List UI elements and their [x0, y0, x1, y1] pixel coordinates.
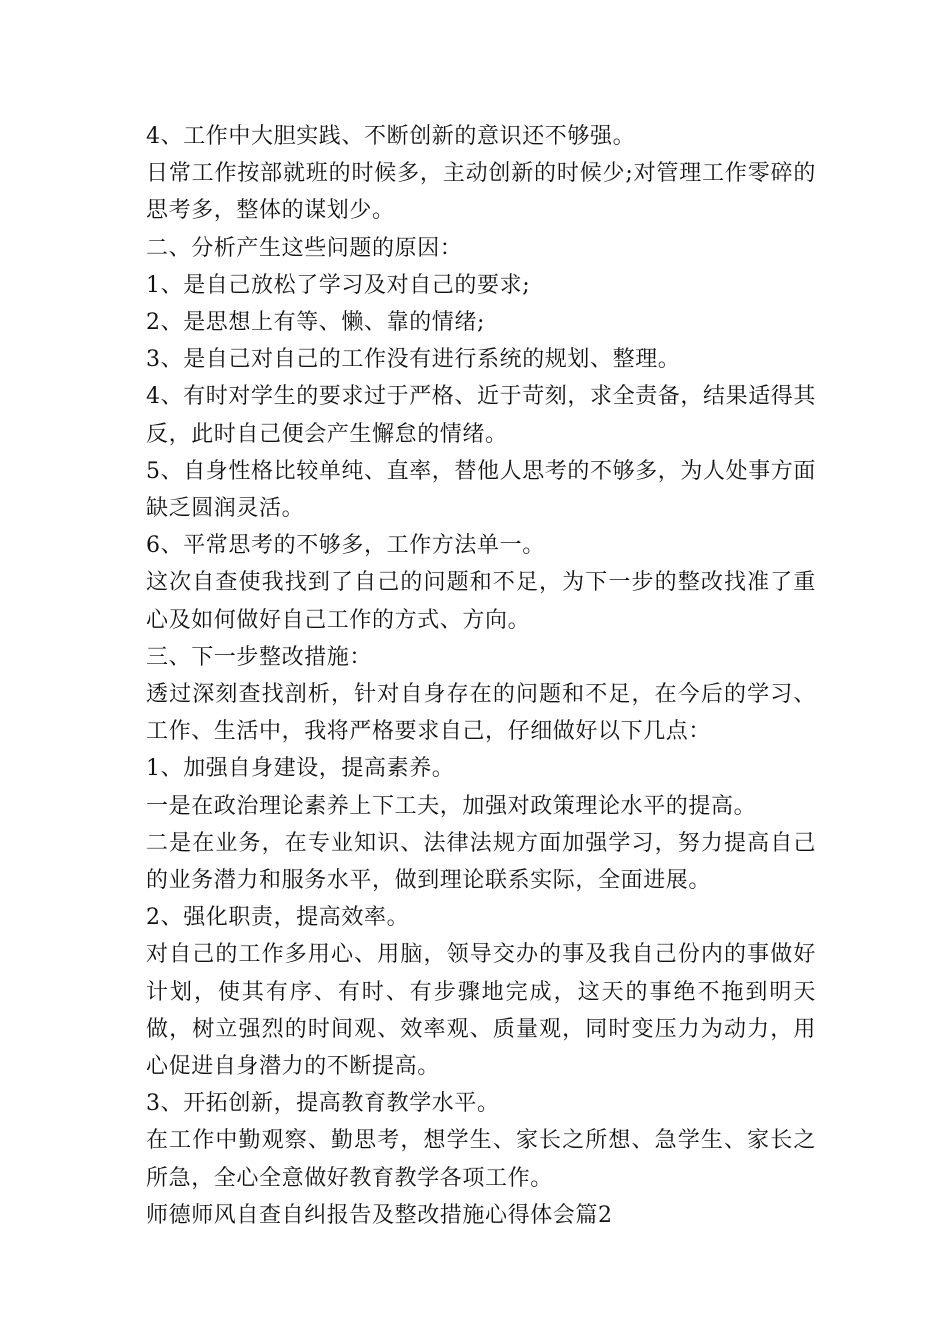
list-item: 2、是思想上有等、懒、靠的情绪; — [146, 310, 486, 336]
document-title: 师德师风自查自纠报告及整改措施心得体会篇2 — [146, 1202, 613, 1228]
list-item: 1、是自己放松了学习及对自己的要求; — [146, 272, 531, 298]
paragraph: 在工作中勤观察、勤思考，想学生、家长之所想、急学生、家长之所急，全心全意做好教育教学各项工作。 — [146, 1128, 816, 1191]
paragraph: 二是在业务，在专业知识、法律法规方面加强学习，努力提高自己的业务潜力和服务水平，做到理论联系实际，全面进展。 — [146, 830, 816, 894]
paragraph: 透过深刻查找剖析，针对自身存在的问题和不足，在今后的学习、工作、生活中，我将严格要求自己，仔细做好以下几点： — [146, 682, 816, 745]
document-body — [146, 118, 816, 1234]
list-item: 1、加强自身建设，提高素养。 — [146, 756, 455, 782]
paragraph: 这次自查使我找到了自己的问题和不足，为下一步的整改找准了重心及如何做好自己工作的方式、方向。 — [146, 570, 816, 633]
list-item: 4、有时对学生的要求过于严格、近于苛刻，求全责备，结果适得其反，此时自己便会产生懈怠的情绪。 — [146, 384, 816, 447]
paragraph: 4、工作中大胆实践、不断创新的意识还不够强。 — [146, 124, 636, 149]
section-heading: 二、分析产生这些问题的原因： — [146, 235, 463, 261]
list-item: 3、开拓创新，提高教育教学水平。 — [146, 1091, 500, 1117]
list-item: 3、是自己对自己的工作没有进行系统的规划、整理。 — [146, 347, 681, 373]
list-item: 5、自身性格比较单纯、直率，替他人思考的不够多，为人处事方面缺乏圆润灵活。 — [146, 458, 816, 522]
list-item: 6、平常思考的不够多，工作方法单一。 — [146, 533, 545, 559]
paragraph: 日常工作按部就班的时候多，主动创新的时候少;对管理工作零碎的思考多，整体的谋划少。 — [146, 161, 816, 224]
list-item: 2、强化职责，提高效率。 — [146, 905, 410, 931]
paragraph: 一是在政治理论素养上下工夫，加强对政策理论水平的提高。 — [146, 793, 757, 819]
paragraph: 对自己的工作多用心、用脑，领导交办的事及我自己份内的事做好计划，使其有序、有时、有步骤地完成，这天的事绝不拖到明天做，树立强烈的时间观、效率观、质量观，同时变压力为动力，用心促进自身潜力的不断提高。 — [146, 942, 816, 1080]
section-heading: 三、下一步整改措施： — [146, 644, 373, 670]
